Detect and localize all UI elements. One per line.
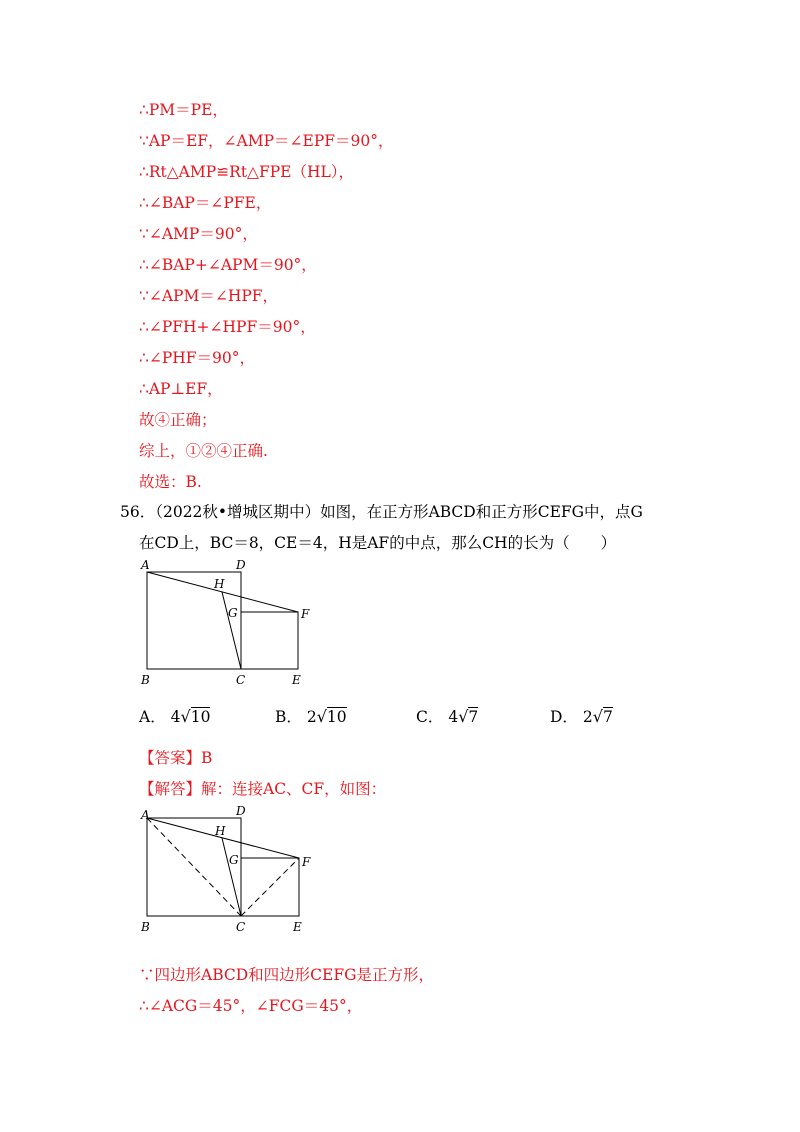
option-letter: A． xyxy=(139,708,166,726)
label-A: A xyxy=(141,558,150,572)
question-line-2: 在CD上，BC＝8，CE＝4，H是AF的中点，那么CH的长为（ ） xyxy=(139,534,617,552)
option-radicand: 7 xyxy=(468,708,479,726)
geometry-figure-solution xyxy=(137,804,337,934)
label-E: E xyxy=(293,920,302,934)
option-coef: 4 xyxy=(170,708,181,726)
solution-line-9: ∴∠PHF＝90°， xyxy=(139,349,256,367)
label-G: G xyxy=(228,606,238,620)
label-G: G xyxy=(229,853,239,867)
answer-line: 【答案】B xyxy=(139,749,213,767)
option-b xyxy=(275,707,347,727)
label-C: C xyxy=(236,673,246,687)
sqrt-sign: √ xyxy=(316,707,327,726)
solution-line-1: ∴PM＝PE， xyxy=(139,101,228,119)
solution-line-11: 故④正确； xyxy=(139,411,217,429)
label-D: D xyxy=(236,558,246,572)
option-radicand: 7 xyxy=(602,708,613,726)
option-a xyxy=(139,707,210,727)
sqrt-sign: √ xyxy=(458,707,469,726)
option-letter: B． xyxy=(275,708,302,726)
solution-line-7: ∵∠APM＝∠HPF， xyxy=(139,287,279,305)
solution-line-5: ∵∠AMP＝90°， xyxy=(139,225,258,243)
label-F: F xyxy=(302,855,311,869)
sqrt-sign: √ xyxy=(180,707,191,726)
solution-line-4: ∴∠BAP＝∠PFE， xyxy=(139,194,272,212)
sqrt-sign: √ xyxy=(592,707,603,726)
option-coef: 2 xyxy=(582,708,593,726)
geometry-figure-question xyxy=(137,558,337,688)
option-coef: 4 xyxy=(448,708,459,726)
solution-line-6: ∴∠BAP+∠APM＝90°， xyxy=(139,256,317,274)
label-D: D xyxy=(236,804,246,818)
solution-line-13: 故选：B. xyxy=(139,473,202,491)
option-radicand: 10 xyxy=(326,708,347,726)
solution-next-line-2: ∴∠ACG＝45°，∠FCG＝45°， xyxy=(139,997,363,1015)
option-d xyxy=(550,707,613,727)
label-B: B xyxy=(141,673,150,687)
label-F: F xyxy=(301,607,310,621)
solution-line-10: ∴AP⊥EF， xyxy=(139,380,223,398)
solution-line-3: ∴Rt△AMP≌Rt△FPE（HL）， xyxy=(139,163,355,181)
label-H: H xyxy=(214,577,225,591)
solution-line-12: 综上，①②④正确. xyxy=(139,442,268,460)
solution-line-8: ∴∠PFH+∠HPF＝90°， xyxy=(139,318,316,336)
solution-next-line-1: ∵四边形ABCD和四边形CEFG是正方形， xyxy=(139,966,434,984)
label-A: A xyxy=(141,808,150,822)
question-line-1: 56．（2022秋•增城区期中）如图，在正方形ABCD和正方形CEFG中，点G xyxy=(120,503,643,521)
option-c xyxy=(416,707,478,727)
label-B: B xyxy=(141,920,150,934)
solution-line-2: ∵AP＝EF，∠AMP＝∠EPF＝90°， xyxy=(139,132,394,150)
label-E: E xyxy=(292,673,301,687)
label-H: H xyxy=(215,824,226,838)
option-coef: 2 xyxy=(306,708,317,726)
label-C: C xyxy=(236,920,246,934)
option-radicand: 10 xyxy=(190,708,211,726)
option-letter: C． xyxy=(416,708,444,726)
explain-line: 【解答】解：连接AC、CF，如图： xyxy=(139,780,387,798)
option-letter: D． xyxy=(550,708,578,726)
